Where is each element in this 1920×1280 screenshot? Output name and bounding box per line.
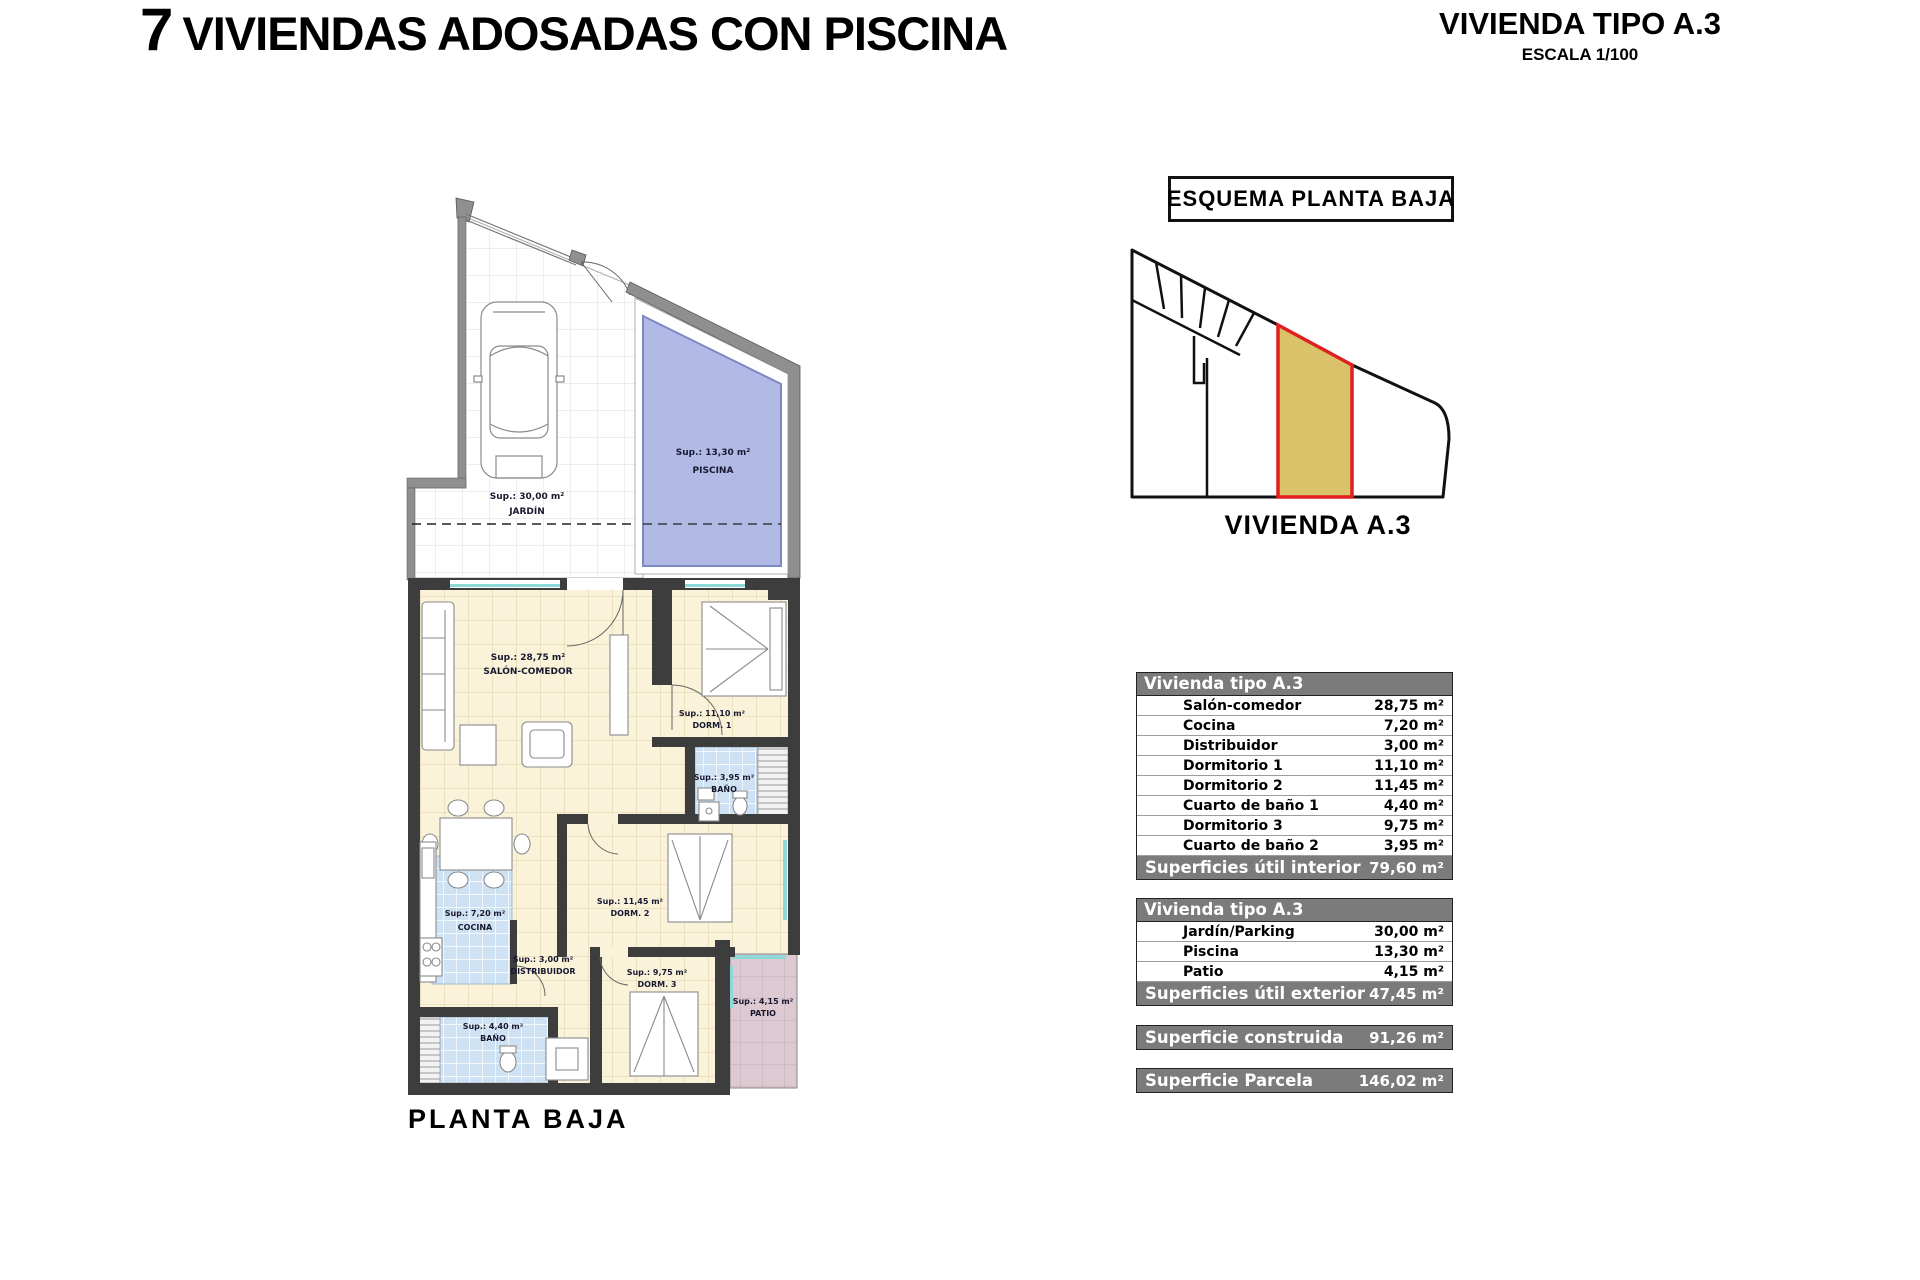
interior-areas-table — [1136, 672, 1453, 880]
parcel-area-bar: Superficie Parcela 146,02 m² — [1136, 1068, 1453, 1093]
table-footer: Superficies útil interior 79,60 m² — [1137, 856, 1452, 879]
table-row: Salón-comedor 28,75 m² — [1137, 696, 1452, 716]
room-label-dorm3-name: DORM. 3 — [637, 980, 677, 989]
table-header: Vivienda tipo A.3 — [1137, 899, 1452, 922]
side-table-icon — [460, 725, 496, 765]
room-label-patio-sup: Sup.: 4,15 m² — [732, 997, 794, 1006]
table-row: Distribuidor 3,00 m² — [1137, 736, 1452, 756]
room-label-dorm3-sup: Sup.: 9,75 m² — [626, 968, 688, 977]
room-label-bano1-name: BAÑO — [711, 785, 737, 794]
esquema-title: ESQUEMA PLANTA BAJA — [1166, 186, 1456, 211]
armchair-icon — [522, 722, 572, 767]
bed2-icon — [668, 834, 732, 922]
table-row: Jardín/Parking 30,00 m² — [1137, 922, 1452, 942]
table-row: Dormitorio 2 11,45 m² — [1137, 776, 1452, 796]
room-label-bano1-sup: Sup.: 3,95 m² — [693, 773, 755, 782]
room-label-salon-sup: Sup.: 28,75 m² — [490, 653, 566, 663]
built-area-bar: Superficie construida 91,26 m² — [1136, 1025, 1453, 1050]
schema-unit-label: VIVIENDA A.3 — [1224, 510, 1412, 540]
room-label-cocina-sup: Sup.: 7,20 m² — [444, 909, 506, 918]
room-label-patio-name: PATIO — [750, 1009, 776, 1018]
page-title — [140, 0, 1008, 63]
bed3-icon — [630, 992, 698, 1076]
table-row: Cocina 7,20 m² — [1137, 716, 1452, 736]
sheet-header — [1360, 6, 1800, 65]
room-label-piscina-sup: Sup.: 13,30 m² — [675, 448, 751, 458]
dwelling-type-label: VIVIENDA TIPO A.3 — [1439, 6, 1721, 41]
room-label-distribuidor-sup: Sup.: 3,00 m² — [512, 955, 574, 964]
room-label-cocina-name: COCINA — [457, 923, 493, 932]
room-label-bano2-sup: Sup.: 4,40 m² — [462, 1022, 524, 1031]
bath2-shower — [418, 1017, 440, 1083]
room-label-dorm1-sup: Sup.: 11,10 m² — [678, 709, 746, 718]
room-label-dorm2-sup: Sup.: 11,45 m² — [596, 897, 664, 906]
car-icon — [474, 302, 564, 478]
exterior-areas-table — [1136, 898, 1453, 1006]
table-row: Cuarto de baño 2 3,95 m² — [1137, 836, 1452, 856]
house — [408, 578, 800, 1095]
table-header: Vivienda tipo A.3 — [1137, 673, 1452, 696]
floor-plan-drawing — [300, 140, 860, 1120]
table-row: Dormitorio 3 9,75 m² — [1137, 816, 1452, 836]
title-text: VIVIENDAS ADOSADAS CON PISCINA — [182, 7, 1008, 60]
room-label-dorm1-name: DORM. 1 — [692, 721, 732, 730]
wardrobe-icon — [610, 635, 628, 735]
title-number: 7 — [140, 0, 173, 63]
room-label-jardin-sup: Sup.: 30,00 m² — [489, 492, 565, 502]
sofa-icon — [422, 602, 454, 750]
pool-area — [626, 282, 800, 578]
plan-title: PLANTA BAJA — [408, 1104, 629, 1134]
bath1-shower — [758, 747, 788, 822]
parcel-a3-highlight — [1278, 325, 1352, 497]
table-row: Piscina 13,30 m² — [1137, 942, 1452, 962]
esquema-title-box — [1168, 176, 1454, 222]
patio-floor — [730, 954, 797, 1088]
table-row: Cuarto de baño 1 4,40 m² — [1137, 796, 1452, 816]
room-label-bano2-name: BAÑO — [480, 1034, 506, 1043]
room-label-salon-name: SALÓN-COMEDOR — [483, 667, 573, 677]
site-schema-diagram — [1120, 242, 1460, 506]
room-label-dorm2-name: DORM. 2 — [610, 909, 650, 918]
bed1-icon — [702, 602, 786, 696]
table-row: Patio 4,15 m² — [1137, 962, 1452, 982]
table-row: Dormitorio 1 11,10 m² — [1137, 756, 1452, 776]
table-footer: Superficies útil exterior 47,45 m² — [1137, 982, 1452, 1005]
room-label-distribuidor-name: DISTRIBUIDOR — [510, 967, 576, 976]
scale-label: ESCALA 1/100 — [1521, 45, 1639, 64]
room-label-jardin-name: JARDÍN — [509, 507, 545, 517]
room-label-piscina-name: PISCINA — [692, 466, 734, 476]
